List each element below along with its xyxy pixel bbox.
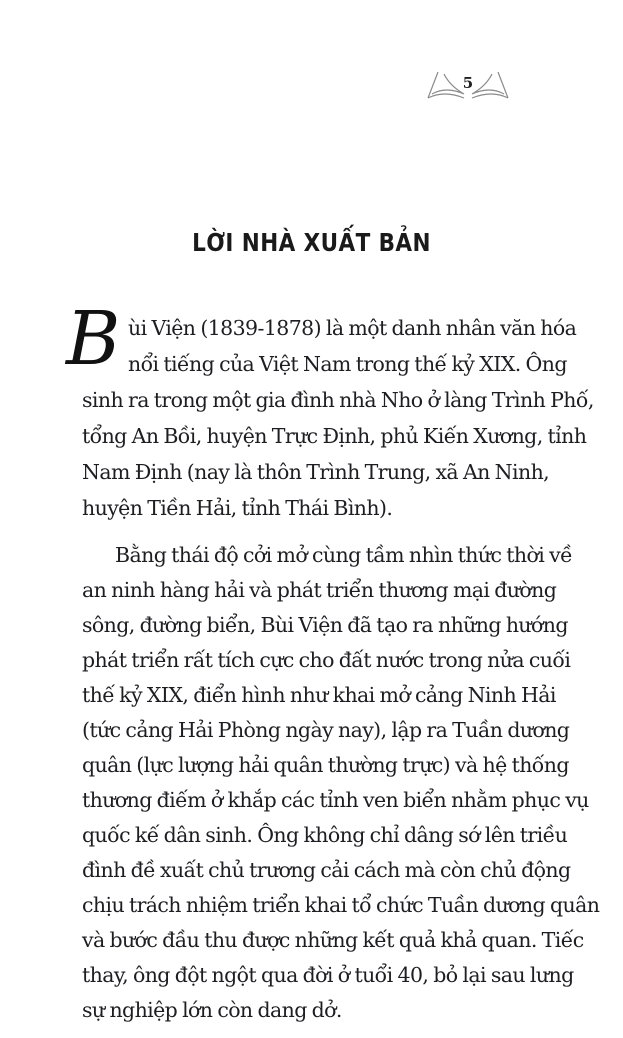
text-line: sự nghiệp lớn còn dang dở. — [82, 998, 342, 1022]
text-line: Nam Định (nay là thôn Trình Trung, xã An Ninh, — [82, 460, 550, 484]
page-number: 5 — [462, 74, 474, 92]
text-line: an ninh hàng hải và phát triển thương mại đường — [82, 578, 557, 602]
text-line: sông, đường biển, Bùi Viện đã tạo ra những hướng — [82, 613, 568, 637]
text-line: tổng An Bồi, huyện Trực Định, phủ Kiến Xương, tỉnh — [82, 424, 587, 448]
text-line: phát triển rất tích cực cho đất nước trong nửa cuối — [82, 648, 571, 672]
text-line: huyện Tiền Hải, tỉnh Thái Bình). — [82, 496, 393, 520]
text-line: và bước đầu thu được những kết quả khả quan. Tiếc — [82, 928, 584, 952]
text-line: đình đề xuất chủ trương cải cách mà còn chủ động — [82, 858, 571, 882]
text-line: thay, ông đột ngột qua đời ở tuổi 40, bỏ lại sau lưng — [82, 963, 574, 987]
text-line: (tức cảng Hải Phòng ngày nay), lập ra Tuần dương — [82, 718, 570, 742]
text-line: quân (lực lượng hải quân thường trực) và hệ thống — [82, 753, 569, 777]
text-line: Bằng thái độ cởi mở cùng tầm nhìn thức thời về — [115, 543, 573, 567]
text-line: sinh ra trong một gia đình nhà Nho ở làng Trình Phố, — [82, 388, 594, 412]
text-line: thế kỷ XIX, điển hình như khai mở cảng Ninh Hải — [82, 683, 556, 707]
text-line: thương điếm ở khắp các tỉnh ven biển nhằm phục vụ — [82, 788, 589, 812]
text-line: quốc kế dân sinh. Ông không chỉ dâng sớ lên triều — [82, 823, 568, 847]
drop-cap: B — [66, 296, 121, 382]
page-number-ornament — [424, 68, 512, 104]
page-title: LỜI NHÀ XUẤT BẢN — [192, 228, 431, 257]
text-line: nổi tiếng của Việt Nam trong thế kỷ XIX. Ông — [128, 352, 567, 376]
text-line: chịu trách nhiệm triển khai tổ chức Tuần dương quân — [82, 893, 600, 917]
text-line: ùi Viện (1839-1878) là một danh nhân văn hóa — [128, 316, 577, 340]
